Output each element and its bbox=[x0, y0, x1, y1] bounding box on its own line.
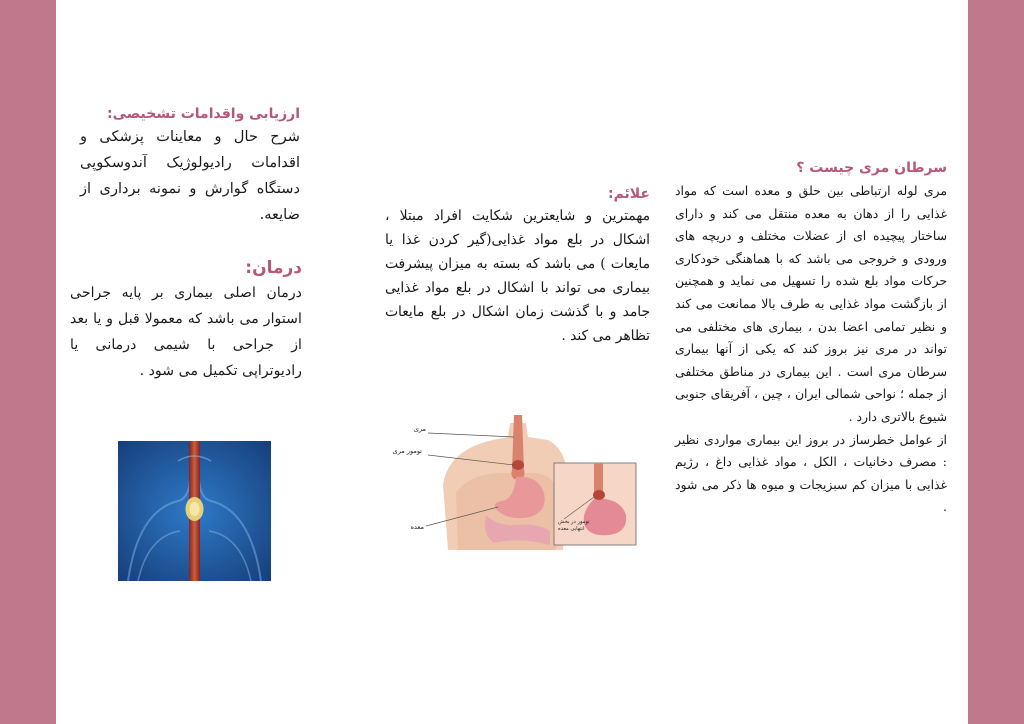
esophageal-tumor-illustration bbox=[118, 441, 271, 581]
symptoms-section bbox=[385, 186, 650, 348]
what-is-heading: سرطان مری چیست ؟ bbox=[796, 160, 947, 176]
treatment-section bbox=[70, 258, 302, 384]
diagnosis-heading: ارزیابی واقدامات تشخیصی: bbox=[106, 106, 300, 122]
treatment-body: درمان اصلی بیماری بر پایه جراحی استوار می باشد که معمولا قبل و یا بعد از جراحی با شیمی درمانی یا رادیوتراپی تکمیل می شود . bbox=[70, 285, 302, 379]
what-is-section bbox=[675, 160, 947, 519]
symptoms-body: مهمترین و شایعترین شکایت افراد مبتلا ، اشکال در بلع مواد غذایی(گیر کردن غذا یا مایعات ) می باشد که بسته به میزان پیشرفت بیماری می تواند با اشکال در بلع مواد غذایی جامد و با گذشت زمان اشکال در بلع مایعات تظاهر می کند . bbox=[385, 208, 650, 344]
inset-label-1: تومور در بخش bbox=[558, 519, 590, 525]
risk-factors-body: از عوامل خطرساز در بروز این بیماری مواردی نظیر : مصرف دخانیات ، الکل ، مواد غذایی داغ ، رژیم غذایی با میزان کم سبزیجات و میوه ها ذکر می شود . bbox=[675, 431, 947, 515]
treatment-heading: درمان: bbox=[245, 258, 302, 278]
label-stomach: معده bbox=[410, 523, 424, 531]
label-tumor: تومور مری bbox=[392, 447, 422, 455]
what-is-body: مری لوله ارتباطی بین حلق و معده است که مواد غذایی را از دهان به معده منتقل می کند و دارای ساختار پیچیده ای از عضلات مختلف و دریچه های ورودی و خروجی می باشد که با هماهنگی خودکاری حرکات مواد بلع شده را تسهیل می نماید و همچنین از بازگشت مواد غذایی به طرف بالا ممانعت می کند و نظیر تمامی اعضا بدن ، بیماری های مختلفی می تواند در مری نیز بروز کند که یکی از آنها بیماری سرطان مری است . این بیماری در مناطق مختلفی از جمله ؛ نواحی شمالی ایران ، چین ، آفریقای جنوبی شیوع بالاتری دارد . bbox=[675, 183, 947, 424]
inset-label-2: انتهایی معده bbox=[558, 526, 585, 532]
anatomy-illustration bbox=[392, 415, 640, 550]
symptoms-heading: علائم: bbox=[607, 186, 650, 202]
diagnosis-body: شرح حال و معاینات پزشکی و اقدامات رادیولوژیک آندوسکوپی دستگاه گوارش و نمونه برداری از ضایعه. bbox=[80, 128, 300, 223]
diagnosis-section bbox=[80, 106, 300, 228]
label-esophagus: مری bbox=[413, 425, 426, 433]
